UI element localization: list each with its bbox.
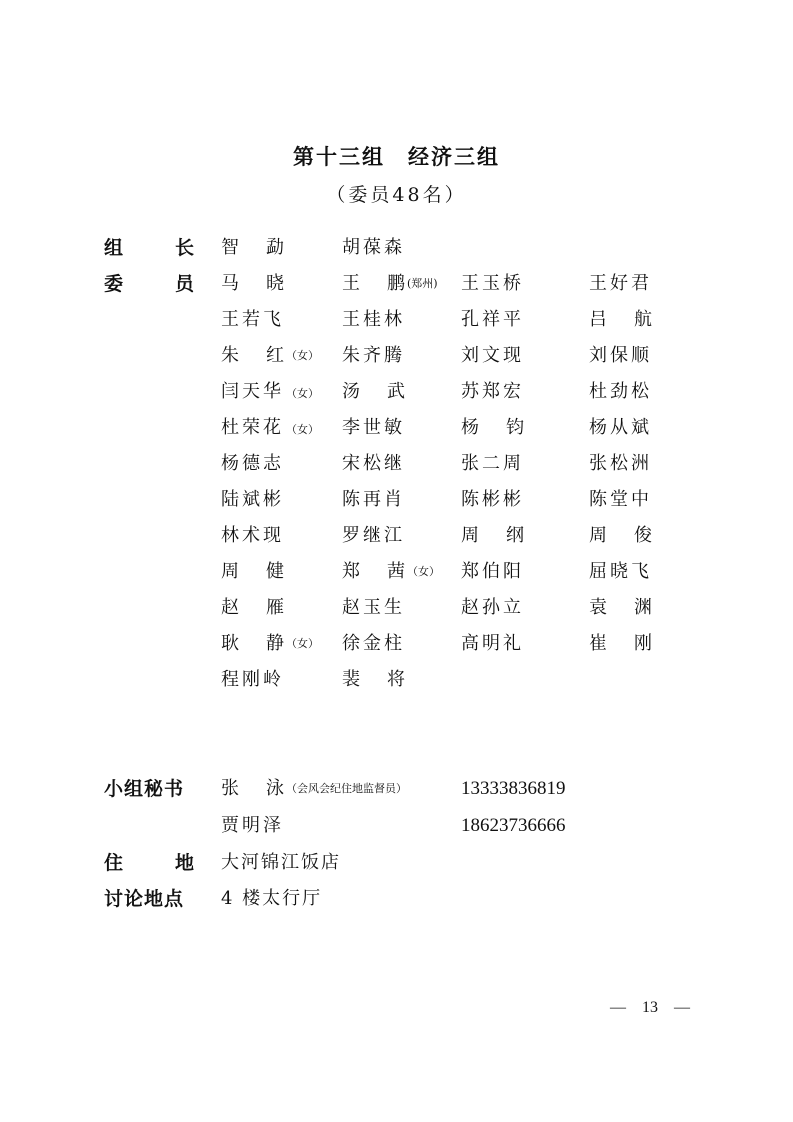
- name-char: 航: [634, 309, 652, 330]
- member-name: [221, 629, 319, 659]
- name-char: 赵: [342, 597, 363, 618]
- name-char: 张: [461, 453, 482, 474]
- name-char: 敏: [384, 417, 405, 438]
- name-chars: [342, 237, 405, 258]
- name-char: 智: [221, 237, 239, 258]
- member-name: [461, 269, 524, 299]
- name-char: 徐: [342, 633, 363, 654]
- name-char: 林: [384, 309, 405, 330]
- name-char: 高: [461, 633, 482, 654]
- name-char: 泽: [263, 815, 284, 836]
- name-char: 杜: [589, 381, 610, 402]
- name-chars: [342, 377, 405, 407]
- label-char: 员: [174, 273, 194, 295]
- name-note: （女）: [407, 565, 440, 578]
- name-note: （女）: [286, 387, 319, 400]
- name-char: 岭: [263, 669, 284, 690]
- name-chars: [461, 413, 524, 443]
- member-name: [589, 341, 652, 371]
- name-chars: [342, 597, 405, 618]
- name-char: 杨: [589, 417, 610, 438]
- name-char: 耿: [221, 633, 239, 654]
- name-char: 祥: [482, 309, 503, 330]
- member-name: [342, 485, 405, 515]
- name-chars: [221, 381, 284, 402]
- name-char: 礼: [503, 633, 524, 654]
- member-name: [221, 665, 284, 695]
- member-name: [461, 305, 524, 335]
- name-char: 江: [384, 525, 405, 546]
- name-note: (郑州): [407, 277, 438, 290]
- name-note: （女）: [286, 637, 319, 650]
- name-char: 纲: [506, 525, 524, 546]
- member-name: [589, 593, 652, 623]
- label-char: 地: [174, 852, 194, 874]
- member-name: [342, 665, 405, 695]
- name-char: 孙: [482, 597, 503, 618]
- member-name: [342, 449, 405, 479]
- name-char: 文: [482, 345, 503, 366]
- member-name: [221, 449, 284, 479]
- name-chars: [461, 345, 524, 366]
- name-char: 朱: [221, 345, 239, 366]
- discussion-value: 4 楼太行厅: [221, 888, 323, 909]
- name-char: 肖: [384, 489, 405, 510]
- name-char: 现: [263, 525, 284, 546]
- name-char: 渊: [634, 597, 652, 618]
- name-char: 劲: [610, 381, 631, 402]
- name-chars: [589, 417, 652, 438]
- name-char: 阳: [503, 561, 524, 582]
- name-chars: [221, 489, 284, 510]
- name-char: 静: [266, 633, 284, 654]
- name-chars: [589, 453, 652, 474]
- name-char: 王: [342, 273, 360, 294]
- page-number-value: 13: [642, 999, 658, 1016]
- name-char: 周: [221, 561, 239, 582]
- name-char: 刚: [634, 633, 652, 654]
- name-char: 天: [242, 381, 263, 402]
- name-char: 周: [461, 525, 479, 546]
- name-char: 王: [342, 309, 363, 330]
- name-char: 宋: [342, 453, 363, 474]
- name-char: 洲: [631, 453, 652, 474]
- name-char: 花: [263, 417, 284, 438]
- secretary-phone: 13333836819: [461, 778, 566, 799]
- name-chars: [342, 309, 405, 330]
- name-char: 孔: [461, 309, 482, 330]
- name-char: 再: [363, 489, 384, 510]
- name-char: 泳: [266, 778, 284, 799]
- name-char: 葆: [363, 237, 384, 258]
- name-note: （女）: [286, 349, 319, 362]
- name-chars: [589, 629, 652, 659]
- member-name: [589, 449, 652, 479]
- name-char: 志: [263, 453, 284, 474]
- name-char: 世: [363, 417, 384, 438]
- name-chars: [461, 633, 524, 654]
- name-char: 飞: [631, 561, 652, 582]
- name-char: 苏: [461, 381, 482, 402]
- name-char: 陈: [461, 489, 482, 510]
- name-char: 森: [384, 237, 405, 258]
- name-chars: [589, 273, 652, 294]
- name-char: 武: [387, 381, 405, 402]
- name-char: 周: [589, 525, 607, 546]
- name-chars: [461, 521, 524, 551]
- name-chars: [221, 593, 284, 623]
- name-chars: [589, 561, 652, 582]
- name-char: 胡: [342, 237, 363, 258]
- name-char: 斌: [242, 489, 263, 510]
- name-chars: [461, 381, 524, 402]
- name-chars: [589, 521, 652, 551]
- leader-name: [342, 233, 405, 263]
- name-char: 明: [242, 815, 263, 836]
- name-chars: [461, 489, 524, 510]
- name-char: 松: [610, 453, 631, 474]
- name-char: 平: [503, 309, 524, 330]
- name-chars: [342, 665, 405, 695]
- member-name: [221, 305, 284, 335]
- name-char: 宏: [503, 381, 524, 402]
- name-char: 顺: [631, 345, 652, 366]
- name-char: 朱: [342, 345, 363, 366]
- name-chars: [461, 561, 524, 582]
- name-char: 立: [503, 597, 524, 618]
- name-char: 刘: [589, 345, 610, 366]
- name-char: 陈: [589, 489, 610, 510]
- name-char: 彬: [482, 489, 503, 510]
- name-char: 将: [387, 669, 405, 690]
- name-char: 松: [363, 453, 384, 474]
- member-name: [461, 593, 524, 623]
- name-char: 程: [221, 669, 242, 690]
- member-name: [461, 557, 524, 587]
- name-char: 德: [242, 453, 263, 474]
- name-chars: [221, 453, 284, 474]
- member-name: [461, 629, 524, 659]
- name-char: 伯: [482, 561, 503, 582]
- name-char: 郑: [342, 561, 360, 582]
- name-char: 若: [242, 309, 263, 330]
- name-char: 陈: [342, 489, 363, 510]
- name-char: 彬: [503, 489, 524, 510]
- name-chars: [221, 525, 284, 546]
- label-char: 长: [174, 237, 194, 259]
- residence-value: 大河锦江饭店: [221, 852, 341, 873]
- name-char: 飞: [263, 309, 284, 330]
- name-char: 桂: [363, 309, 384, 330]
- discussion-label: 讨论地点: [104, 888, 185, 910]
- name-char: 张: [221, 778, 239, 799]
- member-label: [104, 269, 194, 299]
- name-char: 好: [610, 273, 631, 294]
- secretary-label: 小组秘书: [104, 778, 185, 800]
- page-number: [610, 999, 690, 1017]
- name-char: 茜: [387, 561, 405, 582]
- name-chars: [342, 525, 405, 546]
- name-char: 桥: [503, 273, 524, 294]
- member-name: [342, 305, 405, 335]
- name-char: 赵: [221, 597, 239, 618]
- name-char: 王: [221, 309, 242, 330]
- name-chars: [589, 489, 652, 510]
- member-name: [342, 377, 405, 407]
- name-char: 张: [589, 453, 610, 474]
- name-chars: [221, 629, 284, 659]
- name-char: 中: [631, 489, 652, 510]
- name-chars: [221, 774, 284, 804]
- member-name: [589, 305, 652, 335]
- label-char: 委: [104, 273, 124, 295]
- member-name: [221, 377, 319, 407]
- name-char: 吕: [589, 309, 607, 330]
- member-name: [342, 269, 438, 299]
- name-char: 二: [482, 453, 503, 474]
- name-char: 勐: [266, 237, 284, 258]
- residence-label: [104, 848, 194, 878]
- name-chars: [221, 557, 284, 587]
- name-char: 华: [263, 381, 284, 402]
- name-char: 腾: [384, 345, 405, 366]
- secretary-name: [221, 811, 284, 841]
- member-name: [589, 557, 652, 587]
- name-char: 鹏: [387, 273, 405, 294]
- name-char: 柱: [384, 633, 405, 654]
- name-char: 刘: [461, 345, 482, 366]
- name-char: 罗: [342, 525, 363, 546]
- name-char: 玉: [363, 597, 384, 618]
- name-char: 林: [221, 525, 242, 546]
- name-chars: [342, 489, 405, 510]
- name-chars: [342, 453, 405, 474]
- secretary-name: [221, 774, 407, 804]
- member-name: [342, 341, 405, 371]
- name-char: 齐: [363, 345, 384, 366]
- name-char: 马: [221, 273, 239, 294]
- name-char: 周: [503, 453, 524, 474]
- name-char: 继: [363, 525, 384, 546]
- name-char: 郑: [461, 561, 482, 582]
- name-chars: [589, 381, 652, 402]
- name-chars: [221, 815, 284, 836]
- member-name: [221, 593, 284, 623]
- member-name: [589, 269, 652, 299]
- label-char: 组: [104, 237, 124, 259]
- page-dash-left: —: [610, 999, 626, 1016]
- name-chars: [221, 269, 284, 299]
- name-char: 杨: [461, 417, 479, 438]
- member-count-subtitle: （委员48名）: [326, 184, 467, 206]
- name-char: 闫: [221, 381, 242, 402]
- member-name: [342, 557, 440, 587]
- name-char: 屈: [589, 561, 610, 582]
- name-chars: [342, 269, 405, 299]
- member-name: [461, 521, 524, 551]
- member-name: [221, 413, 319, 443]
- member-name: [461, 341, 524, 371]
- page-dash-right: —: [674, 999, 690, 1016]
- name-chars: [589, 345, 652, 366]
- name-chars: [589, 593, 652, 623]
- name-char: 金: [363, 633, 384, 654]
- name-char: 王: [589, 273, 610, 294]
- name-chars: [221, 669, 284, 690]
- leader-label: [104, 233, 194, 263]
- name-chars: [461, 597, 524, 618]
- name-char: 钧: [506, 417, 524, 438]
- member-name: [589, 521, 652, 551]
- leader-name: [221, 233, 284, 263]
- name-char: 汤: [342, 381, 360, 402]
- member-name: [461, 449, 524, 479]
- member-name: [589, 485, 652, 515]
- name-char: 生: [384, 597, 405, 618]
- name-chars: [342, 345, 405, 366]
- secretary-phone: 18623736666: [461, 815, 566, 836]
- member-name: [342, 521, 405, 551]
- member-name: [342, 593, 405, 623]
- name-char: 郑: [482, 381, 503, 402]
- name-char: 从: [610, 417, 631, 438]
- name-char: 荣: [242, 417, 263, 438]
- member-name: [221, 485, 284, 515]
- member-name: [221, 557, 284, 587]
- member-name: [342, 629, 405, 659]
- name-chars: [342, 557, 405, 587]
- name-char: 现: [503, 345, 524, 366]
- member-name: [461, 413, 524, 443]
- name-char: 贾: [221, 815, 242, 836]
- name-char: 保: [610, 345, 631, 366]
- name-char: 玉: [482, 273, 503, 294]
- member-name: [589, 413, 652, 443]
- name-char: 继: [384, 453, 405, 474]
- name-char: 杨: [221, 453, 242, 474]
- member-name: [221, 341, 319, 371]
- name-char: 松: [631, 381, 652, 402]
- name-char: 斌: [631, 417, 652, 438]
- name-char: 俊: [634, 525, 652, 546]
- member-name: [221, 269, 284, 299]
- name-chars: [461, 453, 524, 474]
- name-chars: [221, 309, 284, 330]
- name-chars: [461, 309, 524, 330]
- member-name: [461, 377, 524, 407]
- member-name: [221, 521, 284, 551]
- name-note: （会风会纪住地监督员）: [286, 782, 407, 795]
- name-char: 明: [482, 633, 503, 654]
- name-char: 雁: [266, 597, 284, 618]
- member-name: [589, 629, 652, 659]
- member-name: [461, 485, 524, 515]
- name-char: 崔: [589, 633, 607, 654]
- name-char: 晓: [266, 273, 284, 294]
- name-char: 袁: [589, 597, 607, 618]
- name-char: 彬: [263, 489, 284, 510]
- name-chars: [221, 417, 284, 438]
- name-chars: [589, 305, 652, 335]
- name-char: 赵: [461, 597, 482, 618]
- name-char: 术: [242, 525, 263, 546]
- name-chars: [342, 417, 405, 438]
- name-char: 健: [266, 561, 284, 582]
- name-char: 李: [342, 417, 363, 438]
- name-char: 君: [631, 273, 652, 294]
- name-chars: [221, 233, 284, 263]
- name-char: 刚: [242, 669, 263, 690]
- name-char: 陆: [221, 489, 242, 510]
- label-char: 住: [104, 852, 124, 874]
- name-char: 杜: [221, 417, 242, 438]
- group-title: 第十三组 经济三组: [293, 145, 500, 169]
- member-name: [589, 377, 652, 407]
- name-chars: [342, 633, 405, 654]
- name-char: 红: [266, 345, 284, 366]
- name-char: 裴: [342, 669, 360, 690]
- name-char: 堂: [610, 489, 631, 510]
- name-note: （女）: [286, 423, 319, 436]
- name-char: 王: [461, 273, 482, 294]
- name-chars: [221, 341, 284, 371]
- name-char: 晓: [610, 561, 631, 582]
- member-name: [342, 413, 405, 443]
- name-chars: [461, 273, 524, 294]
